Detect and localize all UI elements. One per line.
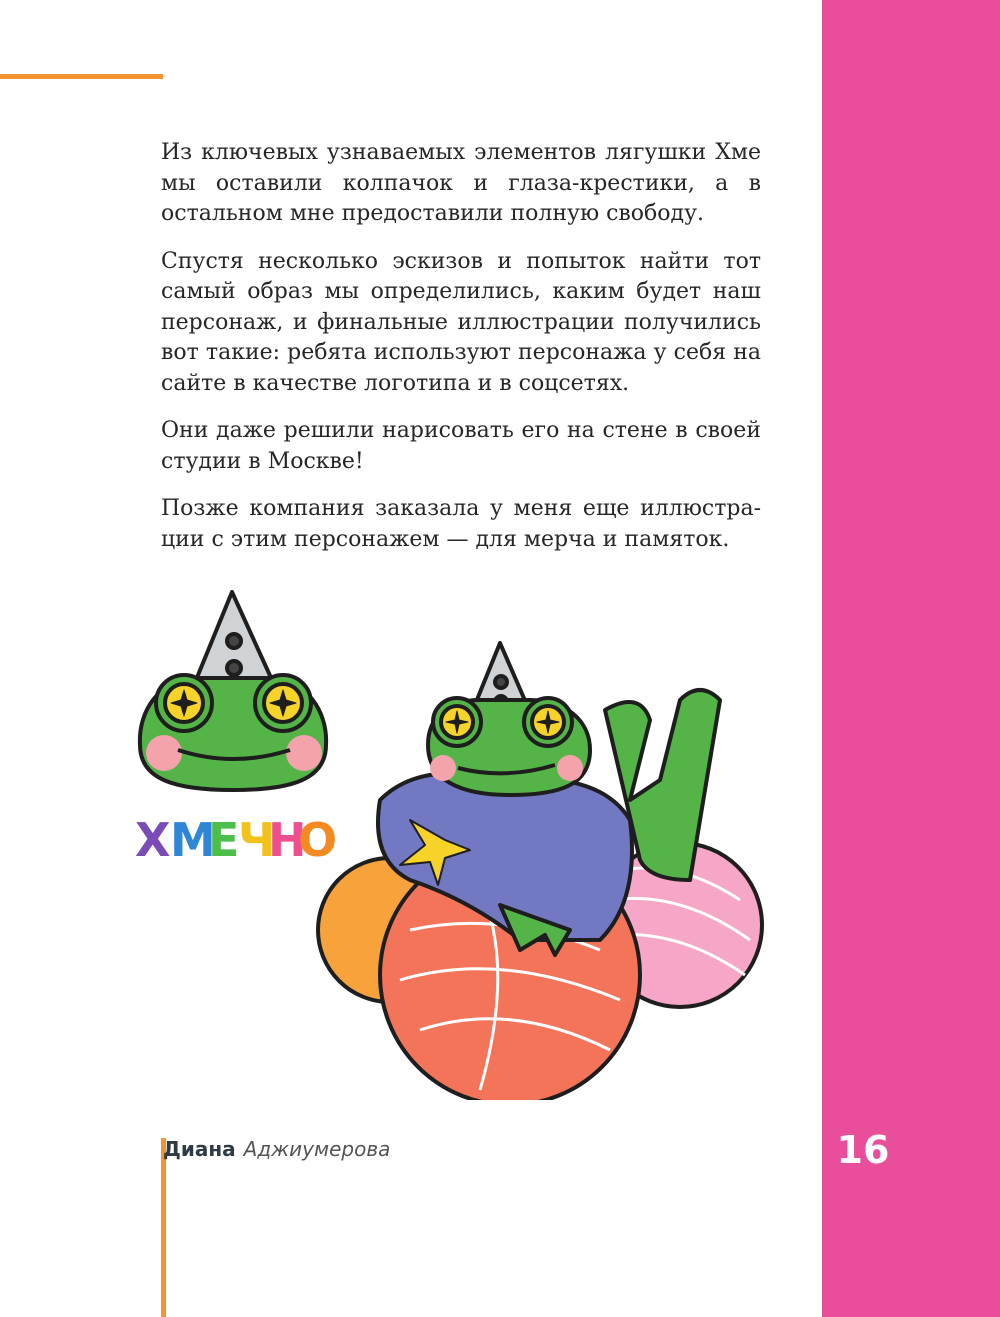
- paragraph-2: Спустя несколько эскизов и попыток найти тот самый образ мы определились, каким будет наш персонаж, и финальные иллюстрации получились вот такие: ребята используют персонажа у себя на сайте в качестве логотипа и в соцсетях.: [161, 248, 761, 396]
- frog-head-illustration: [140, 592, 326, 790]
- author-first-name: Диана: [163, 1137, 236, 1161]
- paragraph-3: Они даже решили нарисовать его на стене в своей студии в Москве!: [161, 418, 761, 474]
- body-text: [161, 138, 761, 572]
- author-last-name: Аджиумерова: [243, 1137, 391, 1161]
- logo-letter-1: Х: [135, 813, 171, 867]
- paragraph-4: Позже компания заказала у меня еще иллюстрации с этим персонажем — для мерча и памяток.: [161, 496, 761, 552]
- logo-letter-6: О: [298, 813, 338, 867]
- top-orange-rule: [0, 74, 163, 79]
- bottom-orange-rule: [161, 1138, 166, 1317]
- logo-hmechno: [135, 813, 337, 867]
- paragraph-1: Из ключевых узнаваемых элементов лягушки Хме мы оставили колпачок и глаза-крестики, а в остальном мне предоставили полную свободу.: [161, 140, 761, 226]
- frog-on-yarn-illustration: [318, 643, 762, 1100]
- logo-letter-3: Е: [208, 813, 240, 867]
- logo-letter-2: М: [170, 813, 216, 867]
- page-number: 16: [836, 1128, 890, 1172]
- pink-margin-band: [822, 0, 1000, 1317]
- logo-letter-4: Ч: [238, 813, 276, 867]
- logo-letter-5: Н: [268, 813, 307, 867]
- author-name: [163, 1137, 390, 1161]
- illustration: [0, 580, 820, 1100]
